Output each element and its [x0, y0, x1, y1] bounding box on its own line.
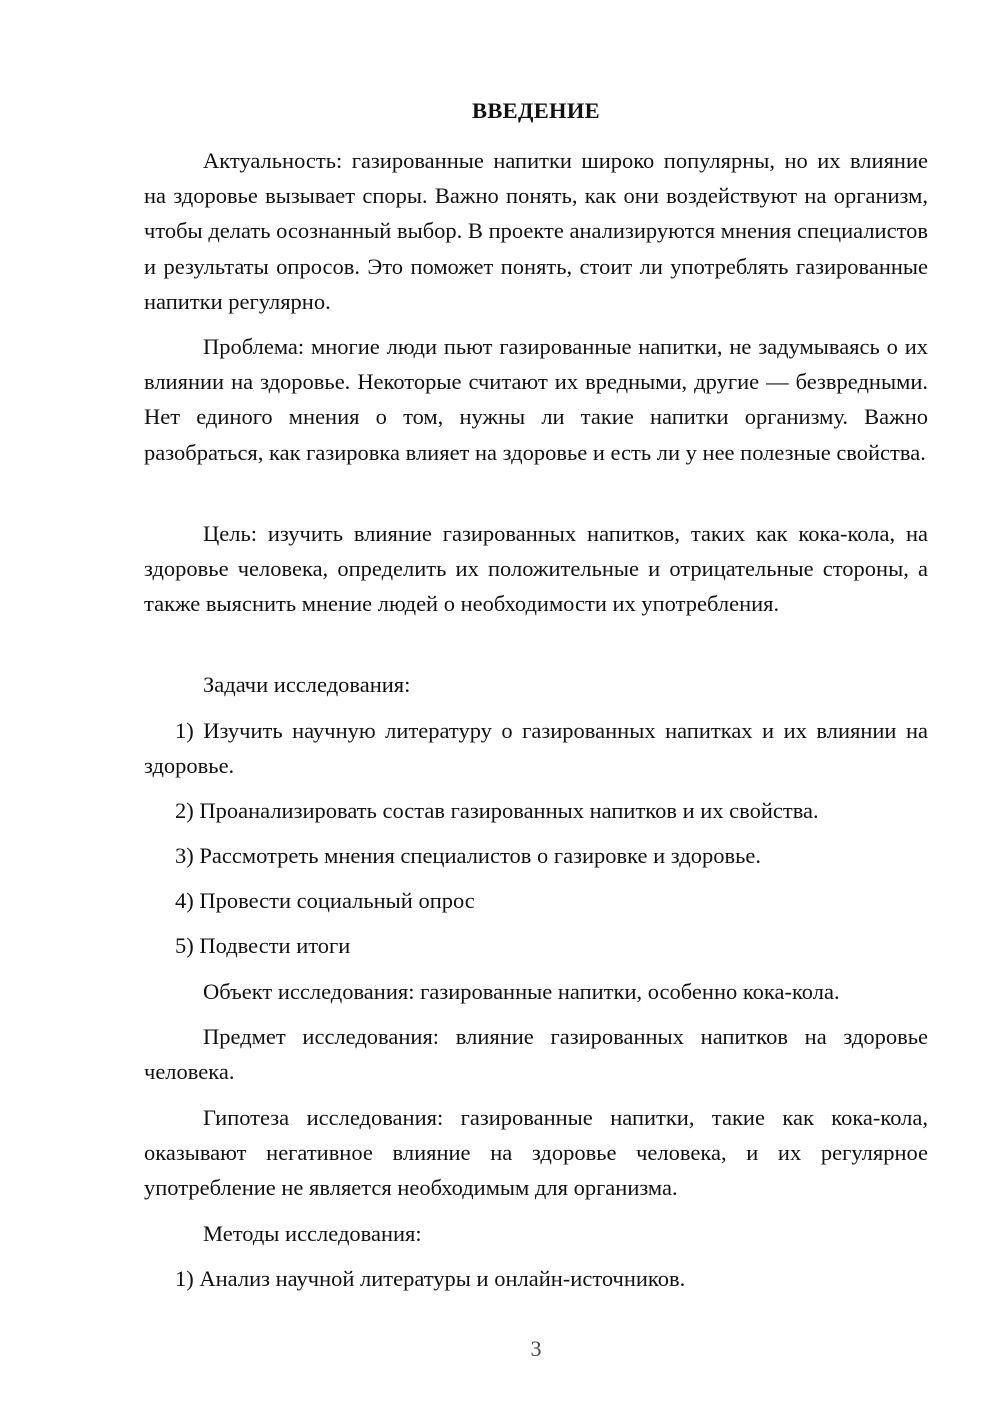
problem-paragraph: Проблема: многие люди пьют газированные напитки, не задумываясь о их влиянии на здоровье. Некоторые считают их вредными, другие — безвредными. Нет единого мнения о том, нужны ли такие напитки организму. Важно разобраться, как газировка влияет на здоровье и есть ли у нее полезные свойства.	[144, 334, 928, 465]
task-item: 2) Проанализировать состав газированных напитков и их свойства.	[175, 798, 819, 823]
methods-heading: Методы исследования:	[203, 1221, 422, 1246]
page-number: 3	[530, 1336, 542, 1361]
task-item: 5) Подвести итоги	[175, 933, 351, 958]
tasks-heading: Задачи исследования:	[203, 672, 411, 697]
task-item: 1) Изучить научную литературу о газированных напитках и их влиянии на здоровье.	[144, 718, 928, 779]
relevance-paragraph: Актуальность: газированные напитки широко популярны, но их влияние на здоровье вызывает споры. Важно понять, как они воздействуют на организм, чтобы делать осознанный выбор. В проекте анализируются мнения специалистов и результаты опросов. Это поможет понять, стоит ли употреблять газированные напитки регулярно.	[144, 148, 928, 314]
method-item: 1) Анализ научной литературы и онлайн-источников.	[175, 1266, 686, 1291]
task-item: 4) Провести социальный опрос	[175, 888, 475, 913]
hypothesis-paragraph: Гипотеза исследования: газированные напитки, такие как кока-кола, оказывают негативное влияние на здоровье человека, и их регулярное употребление не является необходимым для организма.	[144, 1105, 928, 1201]
section-title: ВВЕДЕНИЕ	[472, 98, 600, 123]
object-paragraph: Объект исследования: газированные напитки, особенно кока-кола.	[203, 979, 840, 1004]
subject-paragraph: Предмет исследования: влияние газированных напитков на здоровье человека.	[144, 1024, 928, 1085]
task-item: 3) Рассмотреть мнения специалистов о газировке и здоровье.	[175, 843, 761, 868]
goal-paragraph: Цель: изучить влияние газированных напитков, таких как кока-кола, на здоровье человека, определить их положительные и отрицательные стороны, а также выяснить мнение людей о необходимости их употребления.	[144, 521, 928, 617]
